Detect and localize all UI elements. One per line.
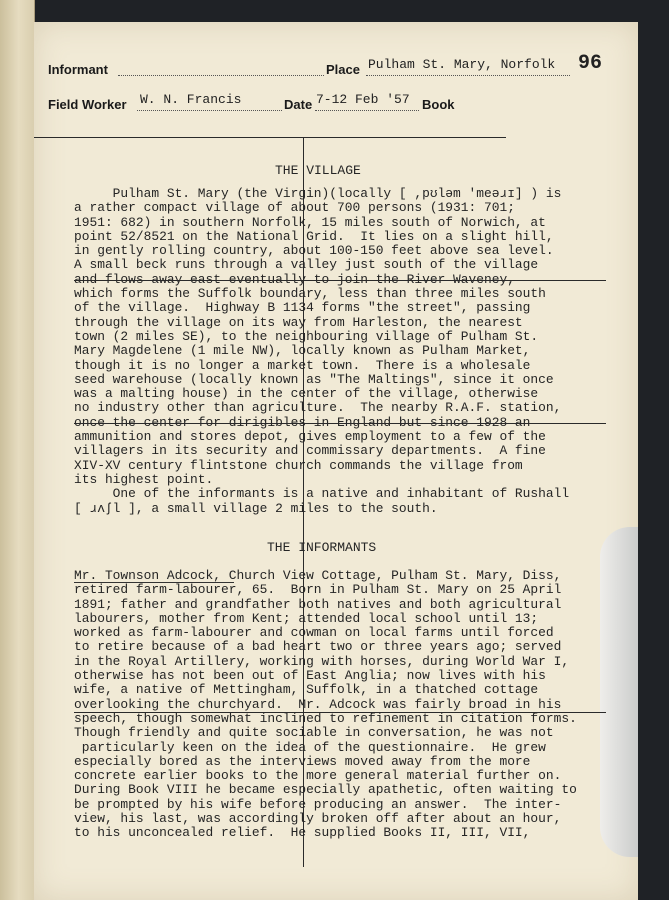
- informant-name-underline: [74, 582, 234, 583]
- record-card: [34, 22, 638, 900]
- ruled-line-3: [74, 712, 606, 713]
- village-line: a rather compact village of about 700 persons (1931: 701;: [74, 200, 515, 216]
- header-rule: [34, 137, 506, 138]
- book-label: Book: [422, 97, 455, 112]
- village-line: Mary Magdelene (1 mile NW), locally known as Pulham Market,: [74, 343, 531, 359]
- informants-line: to his unconcealed relief. He supplied Books II, III, VII,: [74, 825, 531, 841]
- informants-line: retired farm-labourer, 65. Born in Pulham St. Mary on 25 April: [74, 582, 562, 598]
- village-line: 1951: 682) in southern Norfolk, 15 miles south of Norwich, at: [74, 214, 546, 230]
- village-line: its highest point.: [74, 471, 214, 487]
- informants-line: 1891; father and grandfather both natives and both agricultural: [74, 596, 562, 612]
- village-line: A small beck runs through a valley just south of the village: [74, 257, 539, 273]
- village-line: XIV-XV century flintstone church commands the village from: [74, 457, 523, 473]
- informants-line: in the Royal Artillery, working with horses, during World War I,: [74, 653, 570, 669]
- informants-line: wife, a native of Mettingham, Suffolk, in a thatched cottage: [74, 682, 539, 698]
- village-line: which forms the Suffolk boundary, less than three miles south: [74, 286, 546, 302]
- village-line: in gently rolling country, about 100-150 feet above sea level.: [74, 243, 554, 259]
- village-line: though it is no longer a market town. There is a wholesale: [74, 357, 531, 373]
- village-line: villagers in its security and commissary departments. A fine: [74, 443, 546, 459]
- ruled-line-2: [74, 423, 606, 424]
- village-line: and flows away east eventually to join the River Waveney,: [74, 271, 515, 287]
- informants-heading: THE INFORMANTS: [267, 540, 377, 555]
- informants-line: be prompted by his wife before producing an answer. The inter-: [74, 796, 562, 812]
- informants-line: otherwise has not been out of East Anglia; now lives with his: [74, 668, 546, 684]
- informants-line: speech, though somewhat inclined to refinement in citation forms.: [74, 710, 577, 726]
- informant-label: Informant: [48, 62, 108, 77]
- village-line: ammunition and stores depot, gives employment to a few of the: [74, 429, 546, 445]
- informants-line: to retire because of a bad heart two or three years ago; served: [74, 639, 562, 655]
- village-line: was a malting house) in the center of the village, otherwise: [74, 386, 539, 402]
- field-worker-dotted-line: [137, 110, 282, 111]
- ruled-line-1: [74, 280, 606, 281]
- informants-line: worked as farm-labourer and cowman on local farms until forced: [74, 625, 554, 641]
- date-label: Date: [284, 97, 313, 112]
- village-line: [ ɹʌʃl ], a small village 2 miles to the south.: [74, 500, 438, 516]
- village-description: [74, 187, 644, 516]
- village-line: of the village. Highway B 1134 forms "the street", passing: [74, 300, 531, 316]
- informants-line: overlooking the churchyard. Mr. Adcock was fairly broad in his: [74, 696, 562, 712]
- place-label: Place: [326, 62, 360, 77]
- place-value: Pulham St. Mary, Norfolk: [368, 57, 556, 72]
- village-line: no industry other than agriculture. The nearby R.A.F. station,: [74, 400, 562, 416]
- informants-line: especially bored as the interviews moved away from the more: [74, 753, 531, 769]
- informants-line: During Book VIII he became especially apathetic, often waiting to: [74, 782, 577, 798]
- village-heading: THE VILLAGE: [275, 163, 361, 178]
- place-dotted-line: [366, 75, 570, 76]
- date-value: 7-12 Feb '57: [316, 92, 410, 107]
- informants-line: view, his last, was accordingly broken off after about an hour,: [74, 811, 562, 827]
- informants-line: Though friendly and quite sociable in conversation, he was not: [74, 725, 554, 741]
- informants-line: concrete earlier books to the more general material further on.: [74, 768, 562, 784]
- informants-line: labourers, mother from Kent; attended local school until 13;: [74, 610, 539, 626]
- informants-line: particularly keen on the idea of the questionnaire. He grew: [74, 739, 546, 755]
- village-line: once the center for dirigibles in England but since 1928 an: [74, 414, 531, 430]
- date-dotted-line: [315, 110, 419, 111]
- informant-dotted-line: [118, 75, 324, 76]
- village-line: Pulham St. Mary (the Virgin)(locally [ ,pʊləm 'meəɹɪ] ) is: [74, 186, 562, 201]
- village-line: town (2 miles SE), to the neighbouring village of Pulham St.: [74, 328, 539, 344]
- field-worker-label: Field Worker: [48, 97, 127, 112]
- facing-page-edge: [0, 0, 35, 900]
- page-number: 96: [578, 52, 603, 75]
- village-line: seed warehouse (locally known as "The Maltings", since it once: [74, 371, 554, 387]
- village-line: point 52/8521 on the National Grid. It lies on a slight hill,: [74, 228, 554, 244]
- village-line: One of the informants is a native and inhabitant of Rushall: [74, 486, 570, 502]
- village-line: through the village on its way from Harleston, the nearest: [74, 314, 523, 330]
- informant-description: [74, 569, 644, 841]
- field-worker-value: W. N. Francis: [140, 92, 242, 107]
- informants-line: Mr. Townson Adcock, Church View Cottage, Pulham St. Mary, Diss,: [74, 568, 562, 583]
